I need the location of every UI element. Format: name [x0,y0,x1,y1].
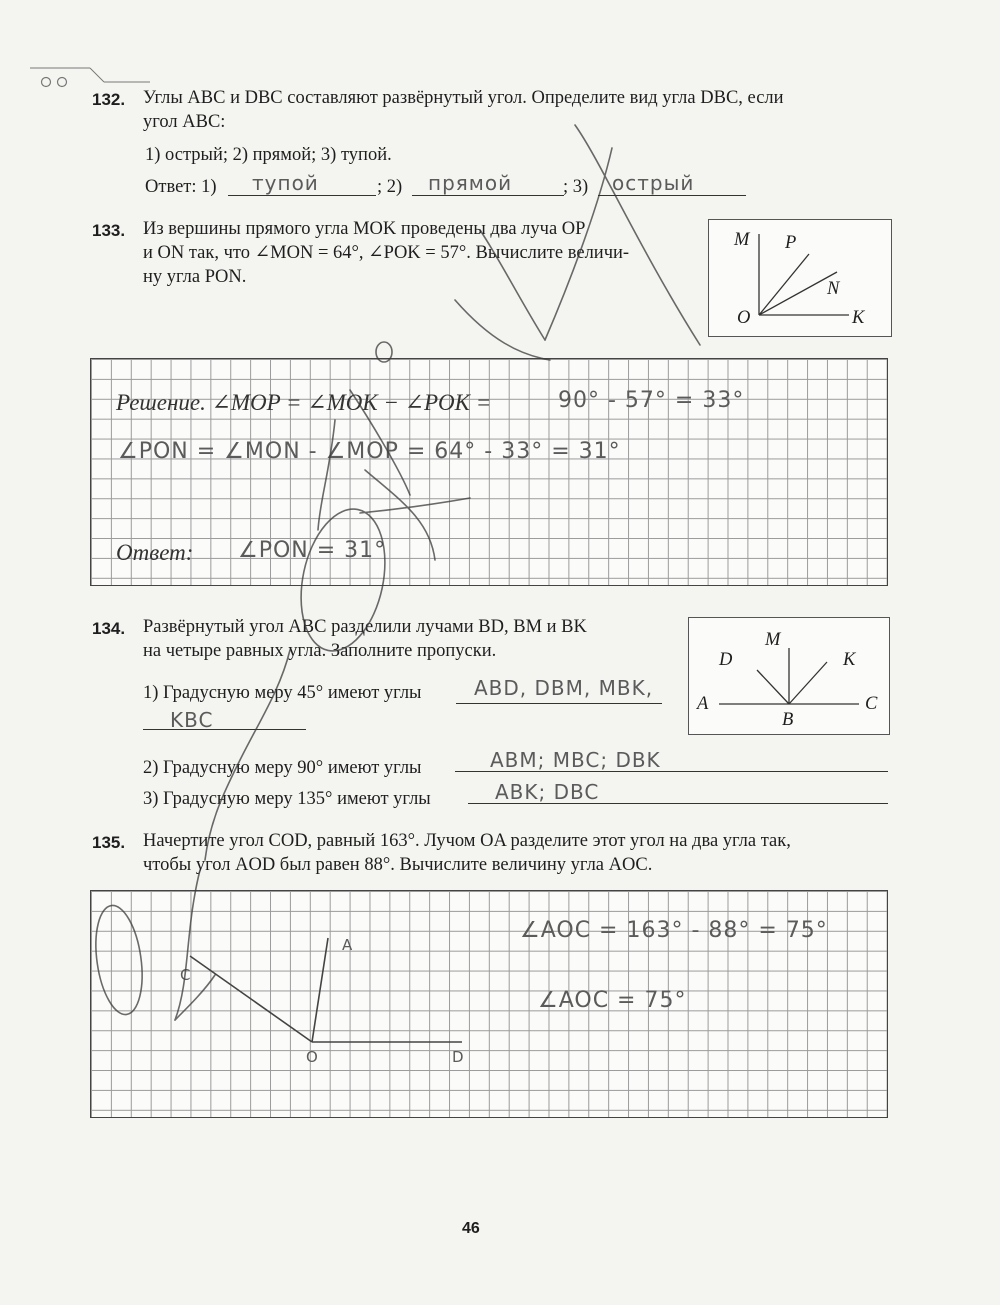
problem-132-line2: угол ABC: [143,112,226,132]
problem-133-number: 133. [92,221,126,240]
page-number: 46 [462,1220,480,1237]
solution-label-text: Решение. [116,390,206,415]
problem-134-answer-3: ABK; DBC [495,780,600,804]
problem-134-line1: Развёрнутый угол ABC разделили лучами BD, BM и BK [143,617,587,637]
problem-134-answer-2: ABM; MBC; DBK [490,748,661,772]
problem-135-calc: ∠AOC = 163° - 88° = 75° [520,918,828,943]
label-k2: K [843,650,856,670]
problem-132-number: 132. [92,90,126,109]
problem-135-line2: чтобы угол AOD был равен 88°. Вычислите величину угла AOC. [143,855,653,875]
problem-132-options: 1) острый; 2) прямой; 3) тупой. [145,145,392,165]
solution-hand-line2: ∠PON = ∠MON - ∠MOP = 64° - 33° = 31° [118,439,621,464]
label-c: C [865,694,878,714]
item1-line-2 [143,729,306,730]
label-p: P [785,233,797,253]
problem-133-line2: и ON так, что ∠MON = 64°, ∠POK = 57°. Вычислите величи- [143,243,630,263]
drawing-label-o: O [306,1048,319,1066]
label-k: K [852,308,865,328]
label-m2: M [765,630,781,650]
problem-134-item3: 3) Градусную меру 135° имеют углы [143,789,431,809]
problem-134-answer-1a: ABD, DBM, MBK, [474,676,654,700]
problem-132-answer-label: Ответ: 1) [145,177,217,197]
solution-hand-line1: 90° - 57° = 33° [558,388,745,413]
drawing-label-a: A [342,936,354,954]
problem-135-result: ∠AOC = 75° [538,988,687,1013]
problem-132-answer-2: прямой [428,171,513,195]
drawing-label-d: D [452,1048,465,1066]
problem-132-line1: Углы ABC и DBC составляют развёрнутый угол. Определите вид угла DBC, если [143,88,784,108]
label-m: M [734,230,750,250]
item1-line [456,703,662,704]
problem-134-item2: 2) Градусную меру 90° имеют углы [143,758,422,778]
label-o: O [737,308,751,328]
answer-label-133: Ответ: [116,540,194,565]
problem-133-line1: Из вершины прямого угла MOK проведены два луча OP [143,219,586,239]
problem-132-answer-1: тупой [252,171,319,195]
problem-132-answer-3: острый [612,171,695,195]
drawing-label-c: C [180,966,192,984]
header-decoration [30,62,150,95]
label-b: B [782,710,794,730]
glasses-icon [30,62,150,90]
problem-135-line1: Начертите угол COD, равный 163°. Лучом OA разделите этот угол на два угла так, [143,831,791,851]
answer-hand-133: ∠PON = 31° [238,538,387,563]
label-d: D [719,650,733,670]
problem-134-answer-1b: KBC [170,708,214,732]
solution-formula: ∠MOP = ∠MOK − ∠POK = [211,390,492,415]
figure-mok [708,219,892,337]
problem-134-item1: 1) Градусную меру 45° имеют углы [143,683,422,703]
label-a: A [697,694,709,714]
problem-134-line2: на четыре равных угла. Заполните пропуски. [143,641,497,661]
problem-132-sep-3: ; 3) [563,177,589,197]
answer-line-1 [228,195,376,196]
problem-133-line3: ну угла PON. [143,267,247,287]
answer-line-2 [412,195,564,196]
problem-134-number: 134. [92,619,126,638]
problem-135-number: 135. [92,833,126,852]
solution-label-133 [116,390,491,416]
figure-abc [688,617,890,735]
problem-132-sep-2: ; 2) [377,177,403,197]
label-n: N [827,279,840,299]
answer-line-3 [598,195,746,196]
